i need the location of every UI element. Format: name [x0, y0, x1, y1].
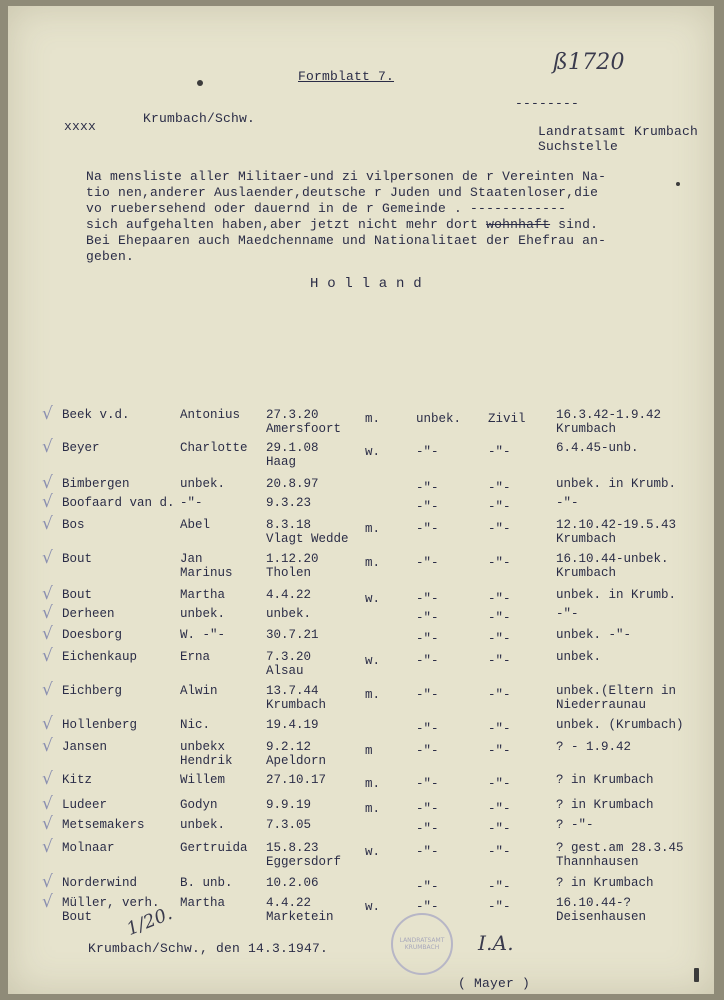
- stay-cell: unbek. -"-: [556, 628, 632, 642]
- stay-cell: unbek. in Krumb.: [556, 477, 677, 491]
- checkmark-icon: √: [42, 584, 53, 604]
- checkmark-icon: √: [42, 814, 53, 834]
- stay-cell: 16.10.44-?: [556, 896, 632, 910]
- firstname-cell: unbekx: [180, 740, 226, 754]
- checkmark-icon: √: [42, 769, 53, 789]
- sex-cell: m: [365, 744, 373, 758]
- birthplace-cell: Alsau: [266, 664, 304, 678]
- birthplace-cell: Apeldorn: [266, 754, 327, 768]
- surname-cell: Jansen: [62, 740, 108, 754]
- form-label: Formblatt 7.: [298, 69, 395, 84]
- status-cell: -"-: [488, 802, 511, 816]
- nationality-cell: unbek.: [416, 412, 462, 426]
- stay-cell: ? - 1.9.42: [556, 740, 632, 754]
- intro-line-4-text: sich aufgehalten haben,aber jetzt nicht mehr dort: [86, 217, 487, 232]
- firstname-cell: Willem: [180, 773, 226, 787]
- status-cell: -"-: [488, 880, 511, 894]
- header-dashes: --------: [515, 96, 580, 111]
- stay-cell: -"-: [556, 496, 579, 510]
- checkmark-icon: √: [42, 603, 53, 623]
- stay-cell-2: Niederraunau: [556, 698, 647, 712]
- signature-ia: I.A.: [478, 931, 514, 955]
- firstname-cell: Godyn: [180, 798, 218, 812]
- birthdate-cell: unbek.: [266, 607, 312, 621]
- checkmark-icon: √: [42, 514, 53, 534]
- status-cell: -"-: [488, 556, 511, 570]
- nationality-cell: -"-: [416, 722, 439, 736]
- birthplace-cell: Marketein: [266, 910, 334, 924]
- header-town: Krumbach/Schw.: [143, 111, 256, 126]
- intro-struck-word: wohnhaft: [486, 217, 551, 232]
- nationality-cell: -"-: [416, 522, 439, 536]
- status-cell: -"-: [488, 845, 511, 859]
- checkmark-icon: √: [42, 646, 53, 666]
- header-xxxx: xxxx: [64, 119, 97, 134]
- birthdate-cell: 27.10.17: [266, 773, 327, 787]
- nationality-cell: -"-: [416, 845, 439, 859]
- birthdate-cell: 4.4.22: [266, 896, 312, 910]
- office-line-1: Landratsamt Krumbach: [538, 124, 699, 139]
- status-cell: -"-: [488, 688, 511, 702]
- stay-cell-2: Krumbach: [556, 532, 617, 546]
- status-cell: -"-: [488, 744, 511, 758]
- firstname-cell: Antonius: [180, 408, 241, 422]
- firstname-cell: Alwin: [180, 684, 218, 698]
- status-cell: -"-: [488, 900, 511, 914]
- stay-cell: -"-: [556, 607, 579, 621]
- checkmark-icon: √: [42, 624, 53, 644]
- firstname-cell: Martha: [180, 588, 226, 602]
- status-cell: -"-: [488, 522, 511, 536]
- stay-cell: ? in Krumbach: [556, 876, 654, 890]
- stay-cell: ? -"-: [556, 818, 594, 832]
- firstname-cell: Charlotte: [180, 441, 248, 455]
- stay-cell: unbek.: [556, 650, 602, 664]
- status-cell: -"-: [488, 592, 511, 606]
- firstname-cell: unbek.: [180, 607, 226, 621]
- checkmark-icon: √: [42, 837, 53, 857]
- firstname-cell: unbek.: [180, 477, 226, 491]
- birthdate-cell: 19.4.19: [266, 718, 319, 732]
- birthdate-cell: 1.12.20: [266, 552, 319, 566]
- stay-cell: unbek. in Krumb.: [556, 588, 677, 602]
- birthplace-cell: Eggersdorf: [266, 855, 342, 869]
- birthplace-cell: Krumbach: [266, 698, 327, 712]
- office-line-2: Suchstelle: [538, 139, 619, 154]
- birthplace-cell: Vlagt Wedde: [266, 532, 349, 546]
- surname-cell: Derheen: [62, 607, 115, 621]
- signer-name: ( Mayer ): [458, 976, 531, 991]
- status-cell: Zivil: [488, 412, 526, 426]
- firstname-cell: B. unb.: [180, 876, 233, 890]
- intro-line-4: [86, 217, 598, 232]
- birthdate-cell: 7.3.05: [266, 818, 312, 832]
- sex-cell: m.: [365, 777, 381, 791]
- stay-cell: unbek.(Eltern in: [556, 684, 677, 698]
- surname-cell: Eichberg: [62, 684, 123, 698]
- checkmark-icon: √: [42, 736, 53, 756]
- firstname-cell: Erna: [180, 650, 211, 664]
- firstname-cell: Abel: [180, 518, 211, 532]
- surname-cell: Beek v.d.: [62, 408, 130, 422]
- nationality-cell: -"-: [416, 632, 439, 646]
- surname-cell: Molnaar: [62, 841, 115, 855]
- status-cell: -"-: [488, 722, 511, 736]
- birthdate-cell: 4.4.22: [266, 588, 312, 602]
- surname-cell: Bos: [62, 518, 85, 532]
- status-cell: -"-: [488, 632, 511, 646]
- nationality-cell: -"-: [416, 880, 439, 894]
- status-cell: -"-: [488, 654, 511, 668]
- stay-cell: unbek. (Krumbach): [556, 718, 684, 732]
- birthdate-cell: 9.3.23: [266, 496, 312, 510]
- handwritten-initials: 1/20.: [123, 902, 176, 941]
- checkmark-icon: √: [42, 892, 53, 912]
- nationality-cell: -"-: [416, 445, 439, 459]
- sex-cell: m.: [365, 556, 381, 570]
- office-stamp: LANDRATSAMT KRUMBACH: [391, 913, 453, 975]
- birthdate-cell: 9.2.12: [266, 740, 312, 754]
- stay-cell: ? in Krumbach: [556, 773, 654, 787]
- stay-cell-2: Krumbach: [556, 422, 617, 436]
- stay-cell: ? gest.am 28.3.45: [556, 841, 684, 855]
- checkmark-icon: √: [42, 680, 53, 700]
- firstname-cell: W. -"-: [180, 628, 226, 642]
- nationality-cell: -"-: [416, 654, 439, 668]
- firstname-cell: Nic.: [180, 718, 211, 732]
- sex-cell: m.: [365, 522, 381, 536]
- birthdate-cell: 29.1.08: [266, 441, 319, 455]
- status-cell: -"-: [488, 611, 511, 625]
- sex-cell: w.: [365, 592, 381, 606]
- nationality-cell: -"-: [416, 777, 439, 791]
- checkmark-icon: √: [42, 548, 53, 568]
- checkmark-icon: √: [42, 492, 53, 512]
- nationality-cell: -"-: [416, 592, 439, 606]
- surname-cell: Doesborg: [62, 628, 123, 642]
- surname-cell: Ludeer: [62, 798, 108, 812]
- stay-cell: 16.10.44-unbek.: [556, 552, 669, 566]
- sex-cell: m.: [365, 802, 381, 816]
- birthdate-cell: 30.7.21: [266, 628, 319, 642]
- firstname-cell-2: Marinus: [180, 566, 233, 580]
- checkmark-icon: √: [42, 404, 53, 424]
- checkmark-icon: √: [42, 794, 53, 814]
- stay-cell: 16.3.42-1.9.42: [556, 408, 662, 422]
- sex-cell: w.: [365, 845, 381, 859]
- birthplace-cell: Amersfoort: [266, 422, 342, 436]
- ink-spot: [676, 182, 680, 186]
- birthdate-cell: 15.8.23: [266, 841, 319, 855]
- checkmark-icon: √: [42, 473, 53, 493]
- checkmark-icon: √: [42, 872, 53, 892]
- firstname-cell: Martha: [180, 896, 226, 910]
- stay-cell-2: Thannhausen: [556, 855, 639, 869]
- nationality-cell: -"-: [416, 481, 439, 495]
- intro-line-4-end: sind.: [550, 217, 599, 232]
- sex-cell: w.: [365, 900, 381, 914]
- sex-cell: m.: [365, 412, 381, 426]
- nationality-cell: -"-: [416, 556, 439, 570]
- checkmark-icon: √: [42, 437, 53, 457]
- birthdate-cell: 13.7.44: [266, 684, 319, 698]
- status-cell: -"-: [488, 500, 511, 514]
- intro-line-3: vo ruebersehend oder dauernd in de r Gemeinde . ------------: [86, 201, 567, 216]
- firstname-cell: Gertruida: [180, 841, 248, 855]
- ink-spot: [694, 968, 699, 982]
- birthdate-cell: 9.9.19: [266, 798, 312, 812]
- surname-cell: Hollenberg: [62, 718, 138, 732]
- birthdate-cell: 10.2.06: [266, 876, 319, 890]
- intro-line-1: Na mensliste aller Militaer-und zi vilpersonen de r Vereinten Na-: [86, 169, 607, 184]
- stay-cell-2: Deisenhausen: [556, 910, 647, 924]
- nationality-cell: -"-: [416, 688, 439, 702]
- intro-line-5: Bei Ehepaaren auch Maedchenname und Nationalitaet der Ehefrau an-: [86, 233, 607, 248]
- birthdate-cell: 7.3.20: [266, 650, 312, 664]
- nationality-cell: -"-: [416, 611, 439, 625]
- nationality-cell: -"-: [416, 802, 439, 816]
- stay-cell: 12.10.42-19.5.43: [556, 518, 677, 532]
- surname-cell: Metsemakers: [62, 818, 145, 832]
- birthplace-cell: Haag: [266, 455, 297, 469]
- intro-line-6: geben.: [86, 249, 135, 264]
- birthdate-cell: 8.3.18: [266, 518, 312, 532]
- nationality-cell: -"-: [416, 744, 439, 758]
- country-heading: H o l l a n d: [310, 276, 422, 292]
- reference-number: ß1720: [553, 50, 625, 75]
- checkmark-icon: √: [42, 714, 53, 734]
- firstname-cell-2: Hendrik: [180, 754, 233, 768]
- surname-cell: Bout: [62, 588, 93, 602]
- surname-cell: Kitz: [62, 773, 93, 787]
- birthdate-cell: 20.8.97: [266, 477, 319, 491]
- ink-spot: [197, 80, 203, 86]
- status-cell: -"-: [488, 481, 511, 495]
- sex-cell: m.: [365, 688, 381, 702]
- surname-cell: Eichenkaup: [62, 650, 138, 664]
- surname-cell: Bimbergen: [62, 477, 130, 491]
- nationality-cell: -"-: [416, 822, 439, 836]
- surname-cell: Norderwind: [62, 876, 138, 890]
- birthplace-cell: Tholen: [266, 566, 312, 580]
- birthdate-cell: 27.3.20: [266, 408, 319, 422]
- firstname-cell: Jan: [180, 552, 203, 566]
- stay-cell: 6.4.45-unb.: [556, 441, 639, 455]
- surname-cell: Boofaard van d.: [62, 496, 175, 510]
- stay-cell-2: Krumbach: [556, 566, 617, 580]
- firstname-cell: unbek.: [180, 818, 226, 832]
- status-cell: -"-: [488, 822, 511, 836]
- sex-cell: w.: [365, 654, 381, 668]
- firstname-cell: -"-: [180, 496, 203, 510]
- nationality-cell: -"-: [416, 900, 439, 914]
- status-cell: -"-: [488, 777, 511, 791]
- nationality-cell: -"-: [416, 500, 439, 514]
- intro-line-2: tio nen,anderer Auslaender,deutsche r Juden und Staatenloser,die: [86, 185, 599, 200]
- document-page: [8, 6, 714, 994]
- surname-cell: Beyer: [62, 441, 100, 455]
- stay-cell: ? in Krumbach: [556, 798, 654, 812]
- surname-cell: Müller, verh.: [62, 896, 160, 910]
- surname-cell-2: Bout: [62, 910, 93, 924]
- surname-cell: Bout: [62, 552, 93, 566]
- sex-cell: w.: [365, 445, 381, 459]
- status-cell: -"-: [488, 445, 511, 459]
- footer-place-date: Krumbach/Schw., den 14.3.1947.: [88, 941, 329, 956]
